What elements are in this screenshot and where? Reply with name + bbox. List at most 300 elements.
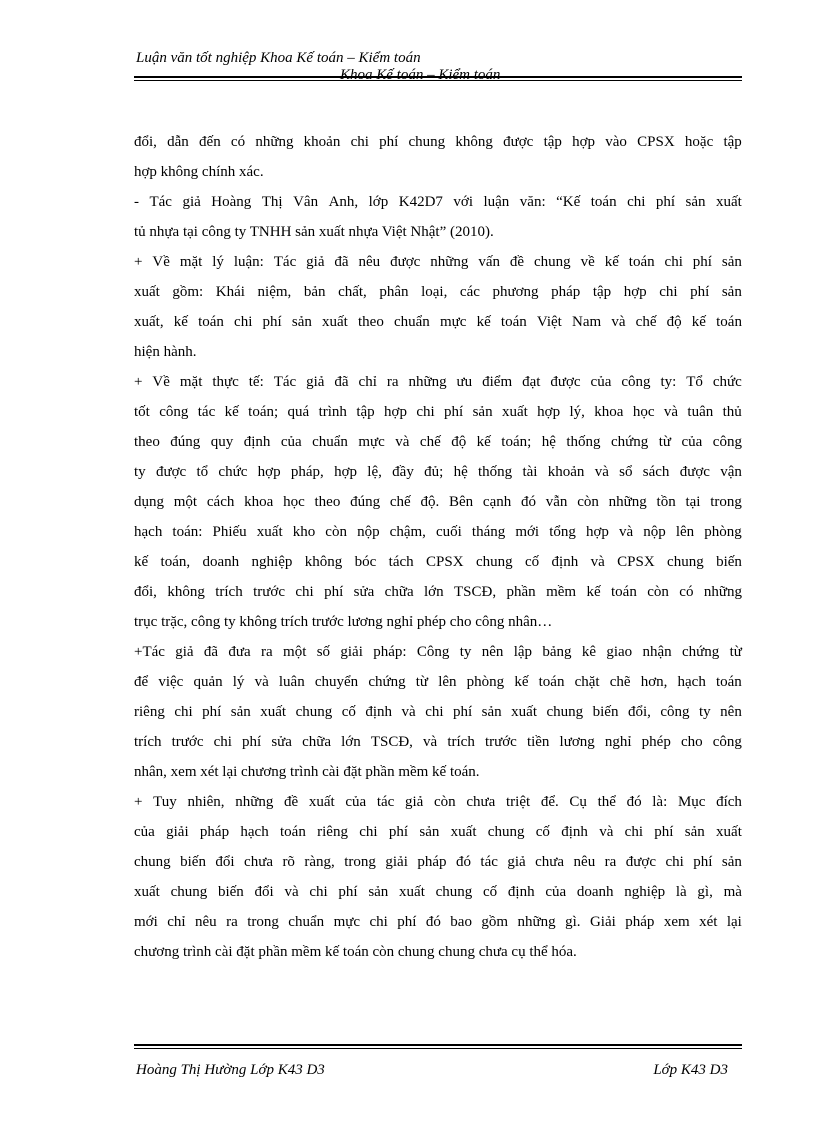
word: mặt [179, 254, 203, 270]
word: chức [712, 374, 742, 390]
word: xuất [256, 524, 283, 540]
word: những [608, 494, 647, 510]
word: cạnh [482, 494, 512, 510]
word: toán: [172, 524, 203, 540]
word: hợp [257, 464, 281, 480]
word: sản [230, 704, 251, 720]
word: đã [203, 644, 219, 660]
word: phí [379, 134, 399, 150]
word: theo [134, 434, 160, 450]
text-line [134, 187, 742, 217]
word: thể [597, 794, 616, 810]
word: toán [715, 674, 742, 690]
word: lý, [569, 404, 585, 420]
word: hệ [541, 434, 556, 450]
word: lập [513, 644, 533, 660]
word: chi [665, 854, 684, 870]
text-line [134, 877, 742, 907]
word: hạch [240, 824, 269, 840]
word: của [280, 434, 302, 450]
word: niệm, [257, 284, 292, 300]
word: chứng [368, 674, 406, 690]
word: những [517, 914, 556, 930]
word: ràng, [304, 854, 335, 870]
text-line [134, 247, 742, 277]
word: bảng [542, 644, 572, 660]
word: pháp [417, 854, 447, 870]
word: phí [654, 824, 674, 840]
word: trước [171, 734, 204, 750]
word: xuất [399, 884, 425, 900]
word: chung [546, 704, 584, 720]
word: phép [641, 734, 671, 750]
word: việc [158, 674, 184, 690]
word: một [173, 494, 198, 510]
word: độ [451, 434, 467, 450]
word: sản [684, 824, 705, 840]
word: chưa [535, 854, 565, 870]
word: chỉ [358, 374, 377, 390]
word: lên [438, 674, 457, 690]
word: chữa [302, 734, 332, 750]
word: ty: [660, 374, 677, 390]
word: gồm: [172, 284, 204, 300]
word: giả [405, 794, 424, 810]
word: được [155, 464, 187, 480]
word: phòng [704, 524, 742, 540]
word: phương [492, 284, 539, 300]
word: doanh [576, 884, 614, 900]
word: cố [341, 704, 356, 720]
word: lớp [368, 194, 389, 210]
word: chung [667, 554, 704, 570]
word: đề [284, 794, 299, 810]
text-line [134, 847, 742, 877]
word: những [703, 584, 742, 600]
word: nghiệp [624, 884, 666, 900]
word: tổng [549, 524, 576, 540]
text-line [134, 457, 742, 487]
word: mới [134, 914, 158, 930]
word: phí [655, 194, 676, 210]
word: đúng [350, 494, 381, 510]
word: quy [210, 434, 234, 450]
word: văn: [519, 194, 546, 210]
word: chế [419, 434, 441, 450]
word: TSCĐ, [454, 584, 497, 600]
word: công [660, 704, 690, 720]
word: tác [197, 404, 216, 420]
word: chưa [244, 854, 273, 870]
word: +Tác [134, 644, 165, 660]
word: và [611, 314, 626, 330]
word: nhiên, [187, 794, 225, 810]
word: + [134, 374, 143, 390]
word: và [254, 674, 269, 690]
word: lại [726, 914, 742, 930]
word: chữa [384, 584, 414, 600]
word: tuân [687, 404, 714, 420]
word: Cụ [569, 794, 587, 810]
word: phí [338, 884, 358, 900]
word: điểm [482, 374, 513, 390]
word: xuất [134, 284, 160, 300]
word: trước [253, 584, 285, 600]
word: nhận [642, 644, 672, 660]
text-line [134, 577, 742, 607]
footer-rule-top [134, 1044, 742, 1046]
word: có [679, 584, 694, 600]
word: và [395, 434, 410, 450]
word: không [455, 134, 493, 150]
page-header [134, 48, 742, 88]
word: nên [481, 644, 504, 660]
text-line [134, 277, 742, 307]
word: sản [721, 254, 742, 270]
word: ty [459, 644, 472, 660]
word: sản [419, 824, 440, 840]
word: giải [340, 644, 363, 660]
word: những [408, 374, 447, 390]
word: Công [416, 644, 450, 660]
word: sản [721, 284, 742, 300]
word: đó [455, 854, 471, 870]
word: pháp [551, 284, 581, 300]
word: đổi, [134, 134, 157, 150]
word: quản [193, 674, 223, 690]
word: kho [292, 524, 316, 540]
word: giao [606, 644, 633, 660]
word: của [134, 824, 155, 840]
word: chỉ [167, 914, 186, 930]
text-line [134, 487, 742, 517]
word: lý [232, 674, 245, 690]
word: đó [626, 794, 642, 810]
word: chi [309, 884, 328, 900]
word: trích [447, 734, 475, 750]
word: mềm [546, 584, 577, 600]
word: phí [388, 824, 409, 840]
word: bản [303, 284, 326, 300]
word: đầy [392, 464, 414, 480]
word: mà [723, 884, 742, 900]
word: pháp [625, 914, 655, 930]
word: ra [386, 374, 399, 390]
word: phí [693, 854, 713, 870]
word: tháng [471, 524, 506, 540]
word: học [283, 494, 305, 510]
word: cách [206, 494, 235, 510]
word: tập [543, 134, 562, 150]
word: ra [261, 644, 273, 660]
word: toán [280, 824, 306, 840]
word: chi [234, 314, 253, 330]
word: trước [484, 734, 517, 750]
word: Tác [273, 254, 297, 270]
word: bao [450, 914, 472, 930]
word: xuất [511, 704, 537, 720]
word: Hoàng [211, 194, 252, 210]
text-line [134, 547, 742, 577]
word: rõ [282, 854, 295, 870]
word: ra [226, 914, 238, 930]
body-text [134, 127, 742, 967]
word: từ [415, 674, 429, 690]
word: công [712, 734, 742, 750]
word: trong [247, 914, 279, 930]
word: khoản [303, 134, 341, 150]
word: về [580, 254, 595, 270]
word: chung [534, 254, 571, 270]
word: phí [262, 314, 282, 330]
word: tài [522, 464, 538, 480]
word: còn [325, 524, 347, 540]
word: phòng [466, 674, 505, 690]
word: giả [175, 644, 194, 660]
word: Khái [215, 284, 245, 300]
word: toán [500, 314, 527, 330]
word: chung [408, 134, 446, 150]
word: - [134, 194, 139, 210]
word: chi [174, 704, 193, 720]
word: loại, [421, 284, 448, 300]
word: chất, [338, 284, 367, 300]
word: toán [198, 314, 224, 330]
word: “Kế [556, 194, 581, 210]
word: lý [212, 254, 224, 270]
word: tập [723, 134, 742, 150]
word: đổi, [134, 584, 157, 600]
word: chi [664, 254, 683, 270]
word: được [503, 134, 534, 150]
word: vấn [478, 254, 500, 270]
word: quá [287, 404, 310, 420]
word: đổi [254, 884, 274, 900]
word: là [675, 884, 687, 900]
word: kế [134, 554, 149, 570]
word: kế [224, 404, 239, 420]
word: công [621, 374, 651, 390]
word: độ. [420, 494, 440, 510]
word: hợp [537, 404, 561, 420]
word: kế [476, 314, 491, 330]
word: xét [699, 914, 718, 930]
word: hợp [384, 404, 407, 420]
word: đã [334, 254, 349, 270]
word: dẫn [167, 134, 189, 150]
word: xuất [134, 884, 160, 900]
word: nộp [357, 524, 380, 540]
word: Tác [273, 374, 297, 390]
word: theo [358, 314, 384, 330]
word: định [561, 824, 588, 840]
word: toán; [248, 404, 279, 420]
word: Về [152, 374, 170, 390]
word: xuất [716, 824, 742, 840]
word: sửa [353, 584, 375, 600]
word: luận [483, 194, 510, 210]
word: định [507, 884, 535, 900]
header-faculty-name: Khoa Kế toán – Kiểm toán [340, 67, 501, 83]
word: một [283, 644, 307, 660]
word: những [430, 254, 469, 270]
text-line [134, 367, 742, 397]
word: bóc [354, 554, 377, 570]
word: Nam [572, 314, 602, 330]
word: biến [716, 554, 742, 570]
word: Anh, [328, 194, 359, 210]
word: không [304, 554, 343, 570]
word: vận [720, 464, 742, 480]
word: thống [566, 434, 601, 450]
word: giả [182, 194, 201, 210]
word: khoản [547, 464, 585, 480]
word: tập [356, 404, 375, 420]
word: nghỉ [604, 734, 632, 750]
word: học [632, 404, 655, 420]
word: chi [359, 824, 378, 840]
word: Mục [677, 794, 706, 810]
word: hợp [623, 284, 647, 300]
word: tác [376, 794, 395, 810]
footer-author-class: Hoàng Thị Hường Lớp K43 D3 [136, 1062, 325, 1078]
word: còn [434, 794, 456, 810]
word: pháp [199, 824, 230, 840]
word: biến [217, 884, 244, 900]
word: CPSX [426, 554, 464, 570]
word: CPSX [617, 554, 655, 570]
word: cố [483, 884, 498, 900]
word: định [243, 434, 271, 450]
word: chi [624, 824, 643, 840]
word: trình [318, 404, 347, 420]
word: xuất [322, 314, 348, 330]
word: đó [521, 494, 536, 510]
word: được [550, 374, 581, 390]
text-line [134, 127, 742, 157]
word: được [625, 854, 656, 870]
word: luận: [233, 254, 264, 270]
word: toán [611, 584, 637, 600]
word: K42D7 [398, 194, 443, 210]
word: chứng [610, 434, 649, 450]
word: chứng [682, 644, 720, 660]
word: luân [278, 674, 305, 690]
word: cho [680, 734, 703, 750]
word: sản [685, 194, 706, 210]
word: hợp [572, 134, 596, 150]
word: mặt [179, 374, 203, 390]
word: toán [628, 254, 655, 270]
word: toán [590, 194, 617, 210]
word: độ [666, 314, 682, 330]
word: sách [642, 464, 670, 480]
word: triệt [505, 794, 531, 810]
word: các [459, 284, 480, 300]
word: Tổ [686, 374, 703, 390]
word: xuất [501, 404, 528, 420]
word: định [551, 554, 579, 570]
word: đã [334, 374, 349, 390]
word: Tuy [153, 794, 177, 810]
word: nghiệp [251, 554, 293, 570]
word: riêng [317, 824, 348, 840]
word: hoặc [684, 134, 714, 150]
word: hơn, [640, 674, 668, 690]
word: lệ, [367, 464, 382, 480]
word: đưa [228, 644, 251, 660]
word: và [401, 704, 416, 720]
word: giả [306, 374, 325, 390]
word: đúng [170, 434, 201, 450]
text-line [134, 397, 742, 427]
word: số [316, 644, 331, 660]
word: đủ; [424, 464, 444, 480]
word: nêu [194, 914, 217, 930]
text-line [134, 427, 742, 457]
word: chi [416, 404, 435, 420]
word: toán; [501, 434, 532, 450]
word: sản [291, 314, 312, 330]
word: đó [425, 914, 441, 930]
word: chuyển [314, 674, 359, 690]
word: công [159, 404, 189, 420]
word: trong [344, 854, 376, 870]
word: kế [173, 314, 188, 330]
word: được [390, 254, 421, 270]
text-line [134, 907, 742, 937]
word: chưa [466, 794, 496, 810]
text-line [134, 517, 742, 547]
word: kế [476, 434, 491, 450]
word: chung [435, 884, 473, 900]
word: chế [635, 314, 657, 330]
header-rule-bottom [134, 80, 742, 81]
word: nêu [573, 854, 596, 870]
page-footer [134, 1044, 742, 1084]
word: xuất [260, 704, 287, 720]
word: chức [218, 464, 248, 480]
word: của [545, 884, 567, 900]
word: toán, [160, 554, 191, 570]
word: mực [439, 314, 467, 330]
word: định [365, 704, 393, 720]
text-line [134, 817, 742, 847]
word: kế [691, 314, 706, 330]
word: ra [604, 854, 617, 870]
word: đề [509, 254, 525, 270]
word: mới [515, 524, 540, 540]
word: kê [581, 644, 597, 660]
word: sản [481, 704, 502, 720]
word: từ [658, 434, 672, 450]
word: xuất [450, 824, 477, 840]
word: gồm [481, 914, 509, 930]
word: của [345, 794, 367, 810]
word: hạch [677, 674, 706, 690]
word: và [423, 734, 438, 750]
word: + [134, 254, 143, 270]
word: khoa [594, 404, 624, 420]
word: để. [540, 794, 559, 810]
word: ty [134, 464, 146, 480]
text-line [134, 787, 742, 817]
word: tổ [196, 464, 209, 480]
word: phí [690, 284, 710, 300]
word: Thị [261, 194, 283, 210]
word: chung [475, 554, 513, 570]
word: tiền [526, 734, 550, 750]
